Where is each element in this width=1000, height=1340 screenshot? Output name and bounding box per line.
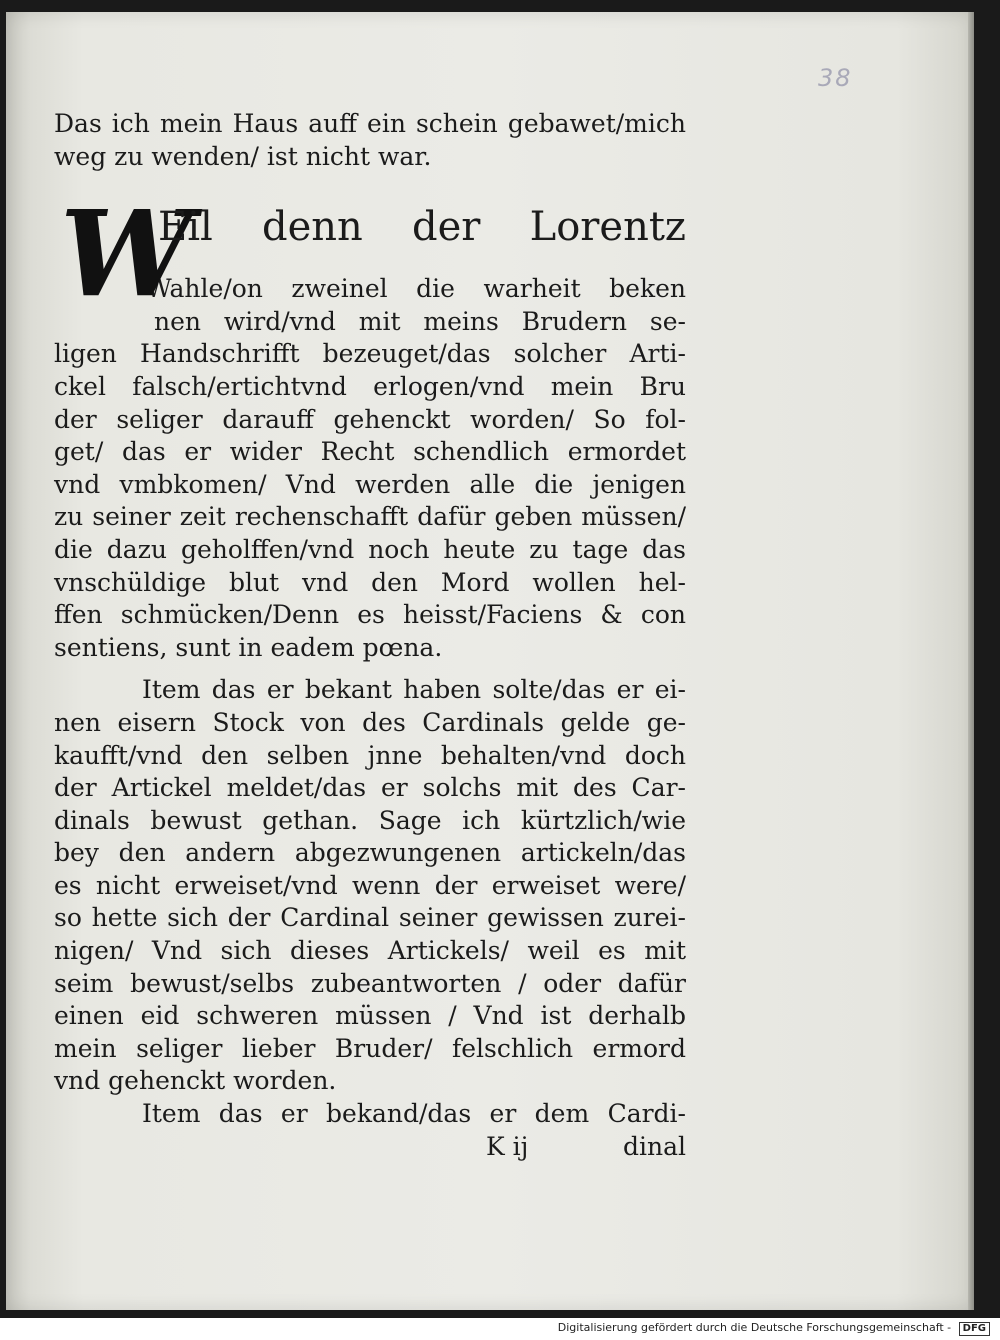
text-line: der Artickel meldet/das er solchs mit des Car-	[54, 773, 686, 803]
text-line: so hette sich der Cardinal seiner gewissen zurei-	[54, 903, 686, 933]
credit-text: Digitalisierung gefördert durch die Deutsche Forschungsgemeinschaft -	[557, 1321, 952, 1334]
opening-line: Eil denn der Lorentz	[158, 204, 686, 251]
text-line: nen wird/vnd mit meins Brudern se-	[154, 306, 686, 336]
text-line: es nicht erweiset/vnd wenn der erweiset were/	[54, 870, 686, 900]
folio-number: 38	[818, 64, 853, 92]
catchword: dinal	[622, 1131, 686, 1161]
text-line: vnd gehenckt worden.	[54, 1066, 337, 1096]
text-line: get/ das er wider Recht schendlich ermordet	[54, 437, 686, 467]
digitization-credit	[558, 1321, 990, 1336]
text-line: zu seiner zeit rechenschafft dafür geben müssen/	[54, 502, 686, 532]
decorated-initial: W	[60, 184, 193, 324]
text-line: der seliger darauff gehenckt worden/ So fol-	[54, 404, 686, 434]
text-line: Item das er bekand/das er dem Cardi-	[142, 1099, 686, 1129]
text-line: Item das er bekant haben solte/das er ei-	[142, 675, 686, 705]
text-line: die dazu geholffen/vnd noch heute zu tage das	[54, 534, 686, 564]
text-line: weg zu wenden/ ist nicht war.	[54, 141, 432, 171]
text-line: vnd vmbkomen/ Vnd werden alle die jenigen	[54, 469, 686, 499]
text-line: ckel falsch/ertichtvnd erlogen/vnd mein Bru	[54, 371, 686, 401]
signature-mark: K ij	[486, 1131, 529, 1161]
page-edge	[968, 12, 974, 1310]
text-line: einen eid schweren müssen / Vnd ist derhalb	[54, 1001, 686, 1031]
text-line: seim bewust/selbs zubeantworten / oder dafür	[54, 968, 686, 998]
page-footer-marks	[54, 1131, 686, 1165]
text-line: ligen Handschrifft bezeuget/das solcher Arti-	[54, 339, 686, 369]
text-line: Wahle/on zweinel die warheit beken	[146, 274, 686, 304]
text-line: ffen schmücken/Denn es heisst/Faciens & con	[54, 600, 686, 630]
text-line: kaufft/vnd den selben jnne behalten/vnd doch	[54, 740, 686, 770]
text-line: mein seliger lieber Bruder/ felschlich ermord	[54, 1033, 686, 1063]
text-line: dinals bewust gethan. Sage ich kürtzlich/wie	[54, 805, 686, 835]
dfg-logo: DFG	[959, 1322, 990, 1336]
page-text	[54, 108, 686, 1165]
text-line: bey den andern abgezwungenen artickeln/das	[54, 838, 686, 868]
text-line: Das ich mein Haus auff ein schein gebawet/mich	[54, 109, 686, 138]
text-line: sentiens, sunt in eadem pœna.	[54, 632, 443, 662]
text-line: nigen/ Vnd sich dieses Artickels/ weil es mit	[54, 936, 686, 966]
book-page	[6, 12, 974, 1310]
text-line: vnschüldige blut vnd den Mord wollen hel-	[54, 567, 686, 597]
text-line: nen eisern Stock von des Cardinals gelde ge-	[54, 707, 686, 737]
